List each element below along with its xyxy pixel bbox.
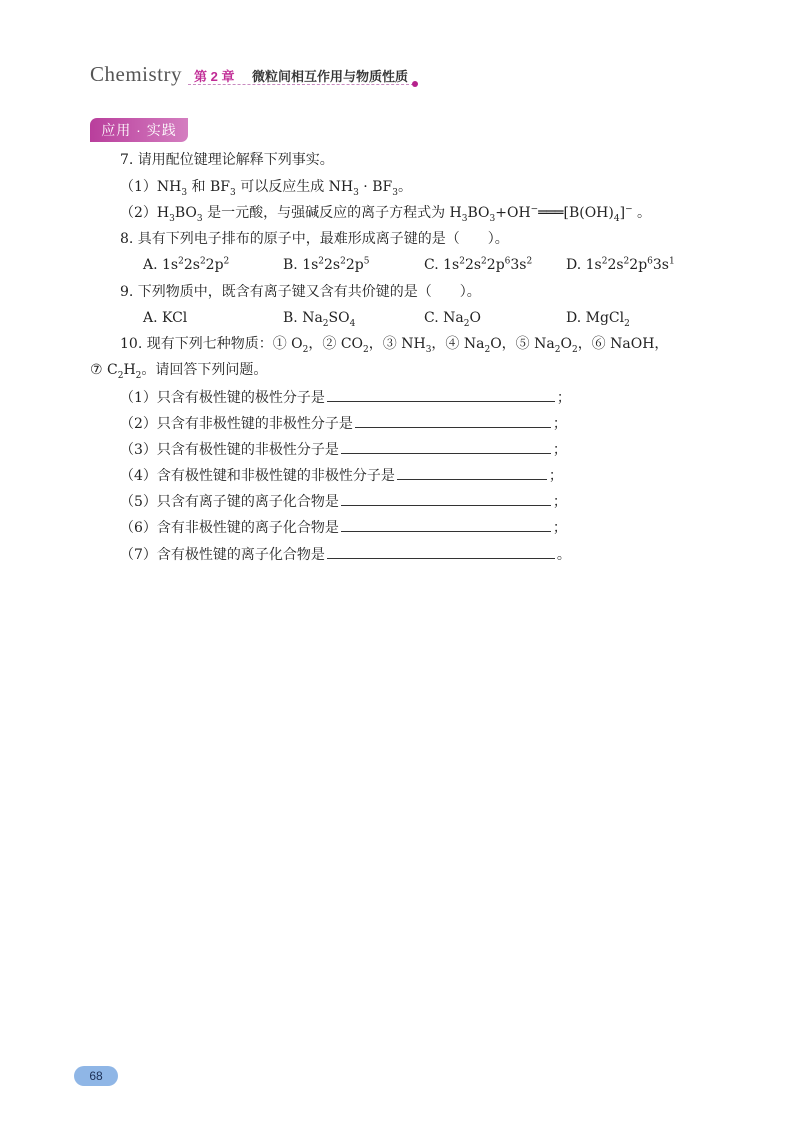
header-chapter-title: 微粒间相互作用与物质性质	[252, 69, 409, 84]
section-badge: 应用 · 实践	[90, 118, 188, 142]
q10-item-7: （7）含有极性键的离子化合物是 。	[120, 544, 571, 565]
q9-stem: 9. 下列物质中，既含有离子键又含有共价键的是（ ）。	[120, 284, 481, 300]
answer-blank[interactable]	[327, 544, 555, 559]
answer-blank[interactable]	[397, 465, 547, 480]
q9-option-a: A. KCl	[143, 310, 188, 326]
q10-item-4: （4）含有极性键和非极性键的非极性分子是 ；	[120, 465, 563, 486]
q7-part1: $(1)NH_3$ 和 $BF_3$ 可以反应生成 $NH_3 \cdot BF_3$。	[120, 179, 412, 198]
page-number: 68	[74, 1066, 118, 1086]
q10-item-5: （5）只含有离子键的离子化合物是 ；	[120, 491, 567, 512]
q8-option-c: C. $1s^22s^22p^63s^2$	[424, 256, 533, 273]
q8-option-b: B. $1s^22s^22p^5$	[283, 256, 370, 273]
answer-blank[interactable]	[341, 491, 551, 506]
q8-option-a: A. $1s^22s^22p^2$	[143, 256, 230, 273]
q10-item-6: （6）含有非极性键的离子化合物是 ；	[120, 517, 567, 538]
q8-option-d: D. $1s^22s^22p^63s^1$	[566, 256, 675, 273]
header-brand: Chemistry	[90, 62, 182, 86]
running-header	[90, 62, 420, 90]
answer-blank[interactable]	[355, 413, 551, 428]
header-chapter: 第 2 章	[194, 69, 235, 84]
answer-blank[interactable]	[341, 439, 551, 454]
q8-stem: 8. 具有下列电子排布的原子中，最难形成离子键的是（ ）。	[120, 231, 509, 247]
q9-option-b: B. $Na_2SO_4$	[283, 310, 356, 329]
q10-item-2: （2）只含有非极性键的非极性分子是 ；	[120, 413, 567, 434]
q10-item-3: （3）只含有极性键的非极性分子是 ；	[120, 439, 567, 460]
q7-part2: $(2)H_3BO_3$ 是一元酸，与强碱反应的离子方程式为 $H_3BO_3+OH^-═══[B(OH)_4]^-$ 。	[120, 204, 652, 224]
q10-stem-line2: ⑦ $C_2H_2$。请回答下列问题。	[90, 362, 268, 381]
q9-option-c: C. $Na_2O$	[424, 310, 481, 329]
q9-option-d: D. MgCl$_2$	[566, 310, 630, 329]
q10-stem-line1: 10. 现有下列七种物质：① $O_2$，② $CO_2$，③ $NH_3$，④ $Na_2O$，⑤ $Na_2O_2$，⑥ NaOH，	[120, 336, 669, 355]
q10-item-1: （1）只含有极性键的极性分子是 ；	[120, 387, 571, 408]
answer-blank[interactable]	[341, 517, 551, 532]
header-dot-icon	[412, 81, 418, 87]
header-rule	[188, 84, 414, 85]
answer-blank[interactable]	[327, 387, 555, 402]
q7-stem: 7. 请用配位键理论解释下列事实。	[120, 152, 334, 168]
